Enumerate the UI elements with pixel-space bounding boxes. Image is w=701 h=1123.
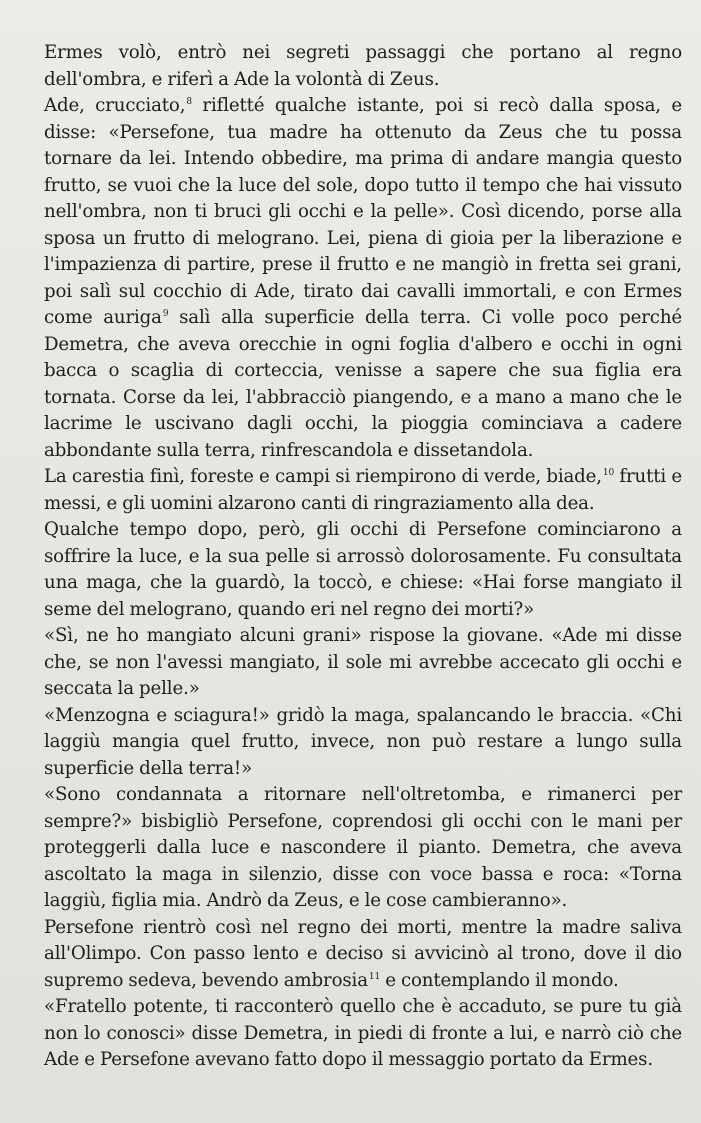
story-text xyxy=(44,40,682,1074)
paragraph xyxy=(44,703,682,783)
paragraph xyxy=(44,464,682,517)
text-segment: e contemplando il mondo. xyxy=(380,969,619,991)
text-segment: «Sì, ne ho mangiato alcuni grani» rispose la giovane. «Ade mi disse che, se non l'avessi mangiato, il sole mi avrebbe accecato gli occhi e seccata la pelle.» xyxy=(44,625,682,699)
text-segment: «Menzogna e sciagura!» gridò la maga, spalancando le braccia. «Chi laggiù mangia quel frutto, invece, non può restare a lungo sulla superficie della terra!» xyxy=(44,704,682,779)
text-segment: Qualche tempo dopo, però, gli occhi di Persefone cominciarono a soffrire la luce, e la sua pelle si arrossò dolorosamente. Fu consultata una maga, che la guardò, la toccò, e chiese: «Hai forse mangiato il seme del melograno, quando eri nel regno dei morti?» xyxy=(44,519,682,620)
footnote-marker: 9 xyxy=(162,309,169,319)
text-segment: salì alla superficie della terra. Ci volle poco perché Demetra, che aveva orecchie in ogni foglia d'albero e occhi in ogni bacca o scaglia di corteccia, venisse a sapere che sua figlia era tornata. Corse da lei, l'abbracciò piangendo, e a mano a mano che le lacrime le uscivano dagli occhi, la pioggia cominciava a cadere abbondante sulla terra, rinfrescandola e dissetandola. xyxy=(44,307,682,461)
text-segment: La carestia finì, foreste e campi si riempirono di verde, biade, xyxy=(44,466,602,487)
paragraph xyxy=(44,915,682,995)
text-segment: rifletté qualche istante, poi si recò dalla sposa, e disse: «Persefone, tua madre ha ottenuto da Zeus che tu possa tornare da lei. Intendo obbedire, ma prima di andare mangia questo frutto, se vuoi che la luce del sole, dopo tutto il tempo che hai vissuto nell'ombra, non ti bruci gli occhi e la pelle». Così dicendo, porse alla sposa un frutto di melograno. Lei, piena di gioia per la liberazione e l'impazienza di partire, prese il frutto e ne mangiò in fretta sei grani, poi salì sul cocchio di Ade, tirato dai cavalli immortali, e con Ermes come auriga xyxy=(44,95,682,328)
paragraph xyxy=(44,782,682,915)
text-segment: «Sono condannata a ritornare nell'oltretomba, e rimanerci per sempre?» bisbigliò Persefone, coprendosi gli occhi con le mani per proteggerli dalla luce e nascondere il pianto. Demetra, che aveva ascoltato la maga in silenzio, disse con voce bassa e roca: «Torna laggiù, figlia mia. Andrò da Zeus, e le cose cambieranno». xyxy=(44,784,682,911)
text-segment: frutti e messi, e gli uomini alzarono canti di ringraziamento alla dea. xyxy=(44,466,682,514)
text-segment: Ermes volò, entrò nei segreti passaggi che portano al regno dell'ombra, e riferì a Ade la volontà di Zeus. xyxy=(44,42,682,90)
text-segment: Persefone rientrò così nel regno dei morti, mentre la madre saliva all'Olimpo. Con passo lento e deciso si avvicinò al trono, dove il dio supremo sedeva, bevendo ambrosia xyxy=(44,916,682,991)
footnote-marker: 11 xyxy=(368,971,381,982)
footnote-marker: 10 xyxy=(602,468,615,478)
paragraph xyxy=(44,40,682,93)
text-segment: Ade, crucciato, xyxy=(44,95,186,116)
paragraph xyxy=(44,517,682,623)
paragraph xyxy=(44,994,682,1074)
paragraph xyxy=(44,623,682,703)
text-segment: «Fratello potente, ti racconterò quello che è accaduto, se pure tu già non lo conosci» disse Demetra, in piedi di fronte a lui, e narrò ciò che Ade e Persefone avevano fatto dopo il messaggio portato da Ermes. xyxy=(44,996,682,1070)
footnote-marker: 8 xyxy=(186,97,192,107)
paragraph xyxy=(44,93,682,464)
